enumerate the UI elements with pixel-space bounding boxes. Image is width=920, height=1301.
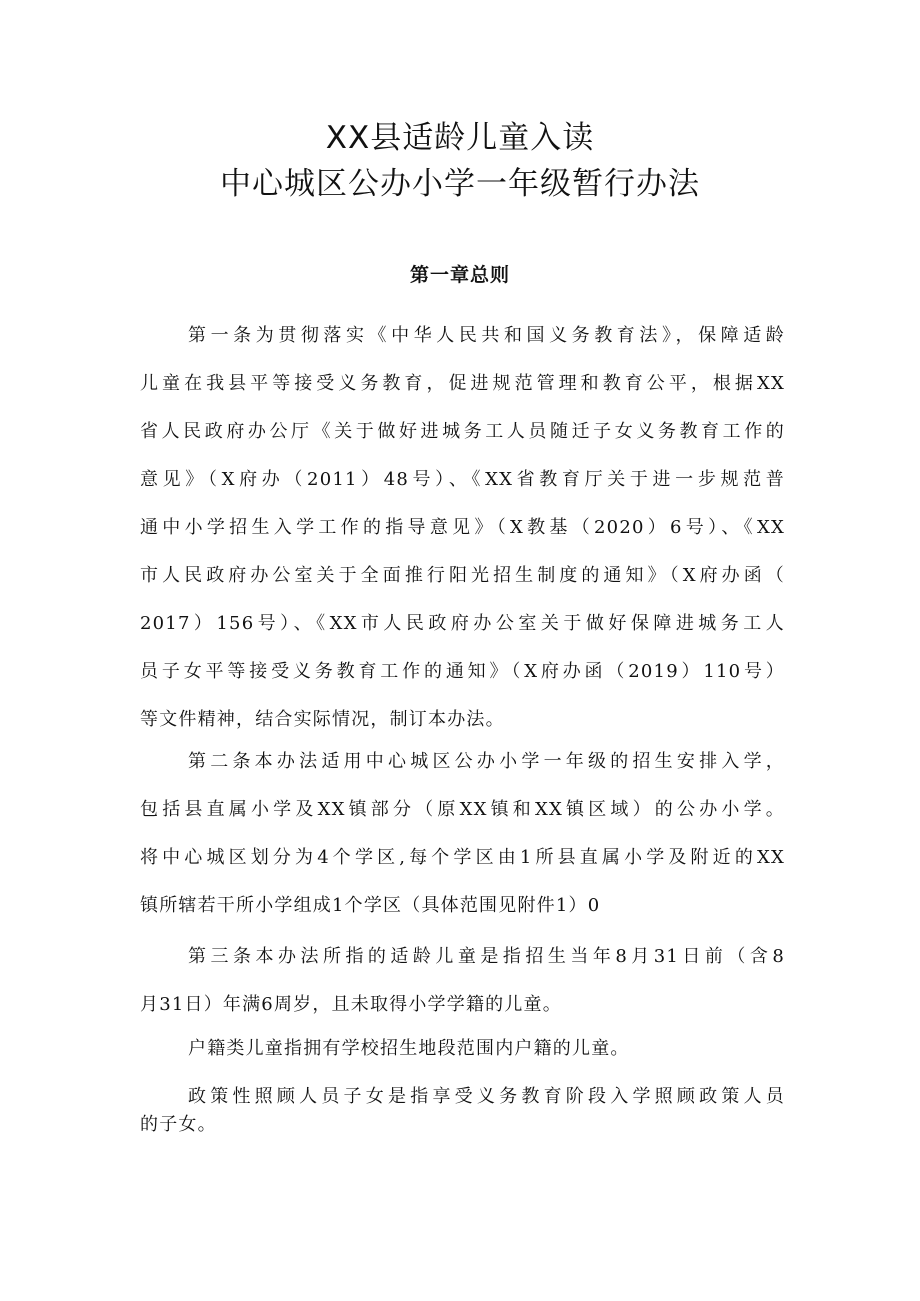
- article-2: [140, 738, 785, 930]
- article-1-line: 通中小学招生入学工作的指导意见》（X教基（2020）6号）、《XX: [140, 517, 785, 538]
- article-1-line: 员子女平等接受义务教育工作的通知》（X府办函（2019）110号）: [140, 661, 785, 682]
- article-2-line: 第二条本办法适用中心城区公办小学一年级的招生安排入学，: [188, 751, 785, 772]
- household-line: 户籍类儿童指拥有学校招生地段范围内户籍的儿童。: [188, 1038, 630, 1059]
- article-1-line: 等文件精神，结合实际情况，制订本办法。: [140, 709, 505, 730]
- document-title: [0, 115, 920, 207]
- article-1-line: 第一条为贯彻落实《中华人民共和国义务教育法》，保障适龄: [188, 325, 785, 346]
- policy-line: 政策性照顾人员子女是指享受义务教育阶段入学照顾政策人员: [188, 1086, 785, 1107]
- title-line-2: 中心城区公办小学一年级暂行办法: [220, 166, 700, 202]
- article-1-line: 2017）156号）、《XX市人民政府办公室关于做好保障进城务工人: [140, 613, 785, 634]
- article-3: [140, 933, 785, 1029]
- article-1-line: 市人民政府办公室关于全面推行阳光招生制度的通知》（X府办函（: [140, 565, 785, 586]
- article-3-line: 月31日）年满6周岁，且未取得小学学籍的儿童。: [140, 994, 562, 1015]
- article-1-line: 意见》（X府办（2011）48号）、《XX省教育厅关于进一步规范普: [140, 469, 785, 490]
- article-1: [140, 312, 785, 744]
- article-1-line: 儿童在我县平等接受义务教育，促进规范管理和教育公平，根据XX: [140, 373, 785, 394]
- article-2-line: 包括县直属小学及XX镇部分（原XX镇和XX镇区域）的公办小学。: [140, 799, 785, 820]
- article-3-line: 第三条本办法所指的适龄儿童是指招生当年8月31日前（含8: [188, 946, 785, 967]
- title-line-1: XX县适龄儿童入读: [325, 120, 595, 156]
- chapter-heading: 第一章总则: [409, 264, 510, 286]
- policy-paragraph: [140, 1083, 785, 1139]
- article-1-line: 省人民政府办公厅《关于做好进城务工人员随迁子女义务教育工作的: [140, 421, 785, 442]
- article-2-line: 镇所辖若干所小学组成1个学区（具体范围见附件1）0: [140, 895, 601, 916]
- household-paragraph: [140, 1033, 785, 1065]
- article-2-line: 将中心城区划分为4个学区,每个学区由1所县直属小学及附近的XX: [140, 847, 785, 868]
- policy-line: 的子女。: [140, 1114, 217, 1135]
